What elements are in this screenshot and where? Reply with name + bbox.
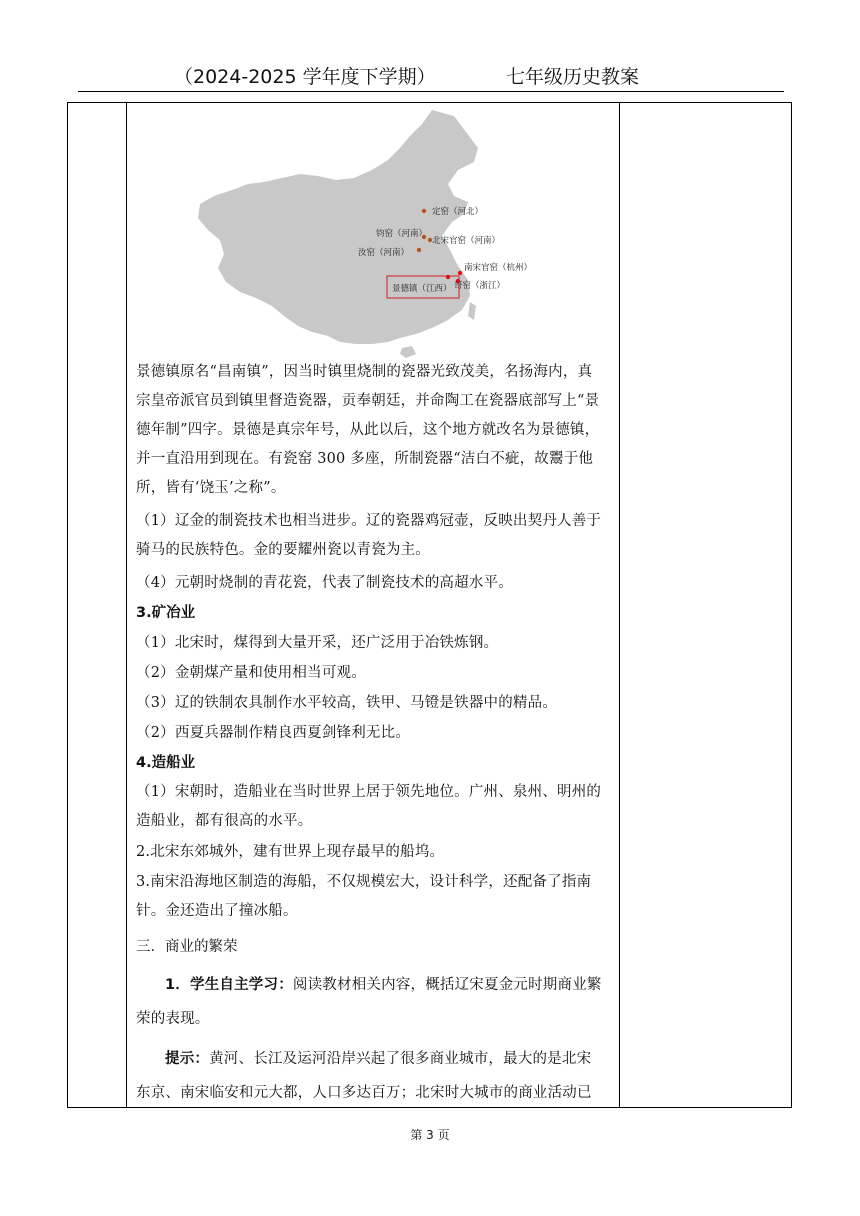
yuan-paragraph: （4）元朝时烧制的青花瓷，代表了制瓷技术的高超水平。	[136, 575, 513, 591]
commerce-heading: 三．商业的繁荣	[136, 939, 238, 955]
kiln-map	[136, 110, 614, 358]
column-divider-left	[126, 103, 127, 1107]
liaojin-paragraph	[136, 507, 614, 565]
jingdezhen-dot	[446, 275, 450, 279]
dingyao-dot	[422, 209, 426, 213]
shipbuilding-item-3	[136, 868, 614, 926]
hint-paragraph	[136, 1042, 614, 1076]
nansong-label: 南宋官窑（杭州）	[464, 263, 533, 273]
study-text: 阅读教材相关内容，概括辽宋夏金元时期商业繁	[292, 977, 602, 993]
text-line: 骑马的民族特色。金的要耀州瓷以青瓷为主。	[136, 542, 430, 558]
list-item: （3）辽的铁制农具制作水平较高，铁甲、马镫是铁器中的精品。	[136, 695, 558, 711]
china-landmass	[198, 110, 478, 344]
list-item: （1）北宋时，煤得到大量开采，还广泛用于冶铁炼钢。	[136, 635, 499, 651]
text-line: 造船业，都有很高的水平。	[136, 813, 313, 829]
nansong-dot	[458, 271, 462, 275]
text-line: 所，皆有‘饶玉’之称”。	[136, 480, 286, 496]
study-text-cont: 荣的表现。	[136, 1011, 210, 1027]
china-map-figure	[136, 110, 614, 358]
text-line: （1）辽金的制瓷技术也相当进步。辽的瓷器鸡冠壶，反映出契丹人善于	[136, 513, 602, 529]
list-item: （2）西夏兵器制作精良西夏剑锋利无比。	[136, 725, 411, 741]
hint-text-cont: 东京、南宋临安和元大都，人口多达百万；北宋时大城市的商业活动已	[136, 1085, 592, 1101]
hint-label: 提示：	[165, 1051, 210, 1067]
shipbuilding-item-1	[136, 778, 614, 836]
ruyao-label: 汝窑（河南）	[358, 248, 410, 258]
shipbuilding-item-2: 2.北宋东郊城外，建有世界上现存最早的船坞。	[136, 844, 445, 860]
dingyao-label: 定窑（河北）	[432, 207, 484, 217]
doc-title: 七年级历史教案	[506, 66, 640, 88]
beisong-label: 北宋官窑（河南）	[432, 236, 501, 246]
hainan-island	[400, 346, 416, 358]
taiwan-island	[468, 302, 476, 320]
study-paragraph	[136, 968, 614, 1002]
junyao-label: 钧窑（河南）	[376, 229, 428, 239]
geyao-label: 哥窑（浙江）	[454, 281, 506, 291]
text-line: （1）宋朝时，造船业在当时世界上居于领先地位。广州、泉州、明州的	[136, 784, 602, 800]
header-divider	[78, 91, 784, 92]
page-number: 第 3 页	[410, 1128, 450, 1142]
list-item: （2）金朝煤产量和使用相当可观。	[136, 665, 366, 681]
hint-text: 黄河、长江及运河沿岸兴起了很多商业城市，最大的是北宋	[209, 1051, 592, 1067]
term-label: （2024-2025 学年度下学期）	[174, 66, 436, 88]
study-label: 1．学生自主学习：	[165, 977, 293, 993]
mining-list	[136, 628, 614, 748]
mining-heading: 3.矿冶业	[136, 605, 196, 621]
text-line: 并一直沿用到现在。有瓷窑 300 多座，所制瓷器“洁白不疵，故鬻于他	[136, 451, 594, 467]
column-divider-right	[619, 103, 620, 1107]
text-line: 景德镇原名“昌南镇”，因当时镇里烧制的瓷器光致茂美，名扬海内，真	[136, 364, 593, 380]
ruyao-dot	[417, 248, 421, 252]
jingdezhen-label: 景德镇（江西）	[392, 284, 452, 294]
shipbuilding-heading: 4.造船业	[136, 755, 196, 771]
text-line: 宗皇帝派官员到镇里督造瓷器，贡奉朝廷，并命陶工在瓷器底部写上“景	[136, 393, 600, 409]
text-line: 德年制”四字。景德是真宗年号，从此以后，这个地方就改名为景德镇，	[136, 422, 600, 438]
content-cell	[136, 110, 614, 1110]
text-line: 针。金还造出了撞冰船。	[136, 903, 298, 919]
page-header	[78, 62, 784, 90]
jingdezhen-paragraph	[136, 358, 614, 503]
text-line: 3.南宋沿海地区制造的海船，不仅规模宏大，设计科学，还配备了指南	[136, 874, 592, 890]
